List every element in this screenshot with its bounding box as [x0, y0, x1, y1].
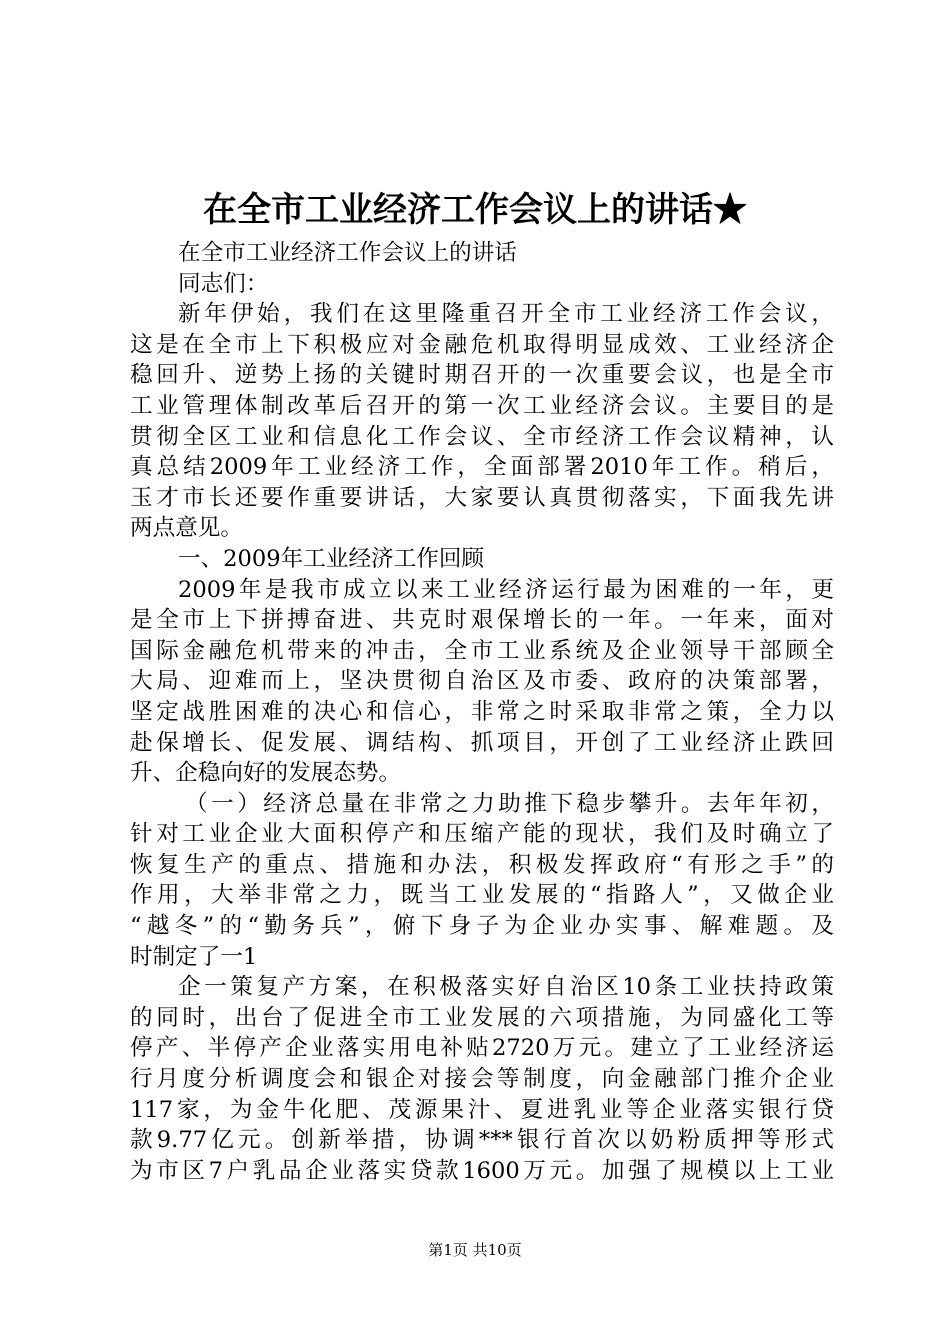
body-line: 这是在全市上下积极应对金融危机取得明显成效、工业经济企 [130, 331, 834, 358]
body-line: 117家，为金牛化肥、茂源果汁、夏进乳业等企业落实银行贷 [130, 1096, 834, 1123]
body-line: 是全市上下拼搏奋进、共克时艰保增长的一年。一年来，面对 [130, 607, 834, 634]
body-line: 玉才市长还要作重要讲话，大家要认真贯彻落实，下面我先讲 [130, 484, 834, 511]
body-line: 的同时，出台了促进全市工业发展的六项措施，为同盛化工等 [130, 1004, 834, 1031]
body-line: 时制定了一1 [130, 943, 258, 970]
body-line: 新年伊始，我们在这里隆重召开全市工业经济工作会议， [178, 301, 834, 328]
body-line: 升、企稳向好的发展态势。 [130, 760, 402, 787]
body-line: 行月度分析调度会和银企对接会等制度，向金融部门推介企业 [130, 1066, 834, 1093]
body-line: 大局、迎难而上，坚决贯彻自治区及市委、政府的决策部署， [130, 668, 834, 695]
page-footer: 第1页 共10页 [428, 1241, 522, 1259]
document-body [130, 238, 834, 1186]
body-line: 赴保增长、促发展、调结构、抓项目，开创了工业经济止跌回 [130, 729, 834, 756]
body-line: 针对工业企业大面积停产和压缩产能的现状，我们及时确立了 [130, 821, 834, 848]
body-line: 两点意见。 [130, 515, 243, 542]
body-line: 企一策复产方案，在积极落实好自治区10条工业扶持政策 [178, 974, 834, 1001]
body-line: 贯彻全区工业和信息化工作会议、全市经济工作会议精神，认 [130, 423, 834, 450]
body-line: 真总结2009年工业经济工作，全面部署2010年工作。稍后， [130, 454, 834, 481]
section-heading: 一、2009年工业经济工作回顾 [178, 545, 485, 572]
body-line: 为市区7户乳品企业落实贷款1600万元。加强了规模以上工业 [130, 1157, 834, 1184]
body-line: 恢复生产的重点、措施和办法，积极发挥政府“有形之手”的 [130, 851, 834, 878]
document-title: 在全市工业经济工作会议上的讲话★ [203, 190, 747, 230]
body-line: 款9.77亿元。创新举措，协调***银行首次以奶粉质押等形式 [130, 1127, 834, 1154]
body-line: 国际金融危机带来的冲击，全市工业系统及企业领导干部顾全 [130, 637, 834, 664]
body-line: “越冬”的“勤务兵”，俯下身子为企业办实事、解难题。及 [130, 913, 834, 940]
body-line: 2009年是我市成立以来工业经济运行最为困难的一年，更 [178, 576, 834, 603]
body-line: 坚定战胜困难的决心和信心，非常之时采取非常之策，全力以 [130, 698, 834, 725]
salutation-line: 同志们： [178, 270, 269, 297]
subsection-line: （一）经济总量在非常之力助推下稳步攀升。去年年初， [185, 790, 834, 817]
body-line: 稳回升、逆势上扬的关键时期召开的一次重要会议，也是全市 [130, 362, 834, 389]
body-line: 停产、半停产企业落实用电补贴2720万元。建立了工业经济运 [130, 1035, 834, 1062]
body-line: 工业管理体制改革后召开的第一次工业经济会议。主要目的是 [130, 392, 834, 419]
body-line: 作用，大举非常之力，既当工业发展的“指路人”，又做企业 [130, 882, 834, 909]
subtitle-line: 在全市工业经济工作会议上的讲话 [178, 240, 517, 266]
